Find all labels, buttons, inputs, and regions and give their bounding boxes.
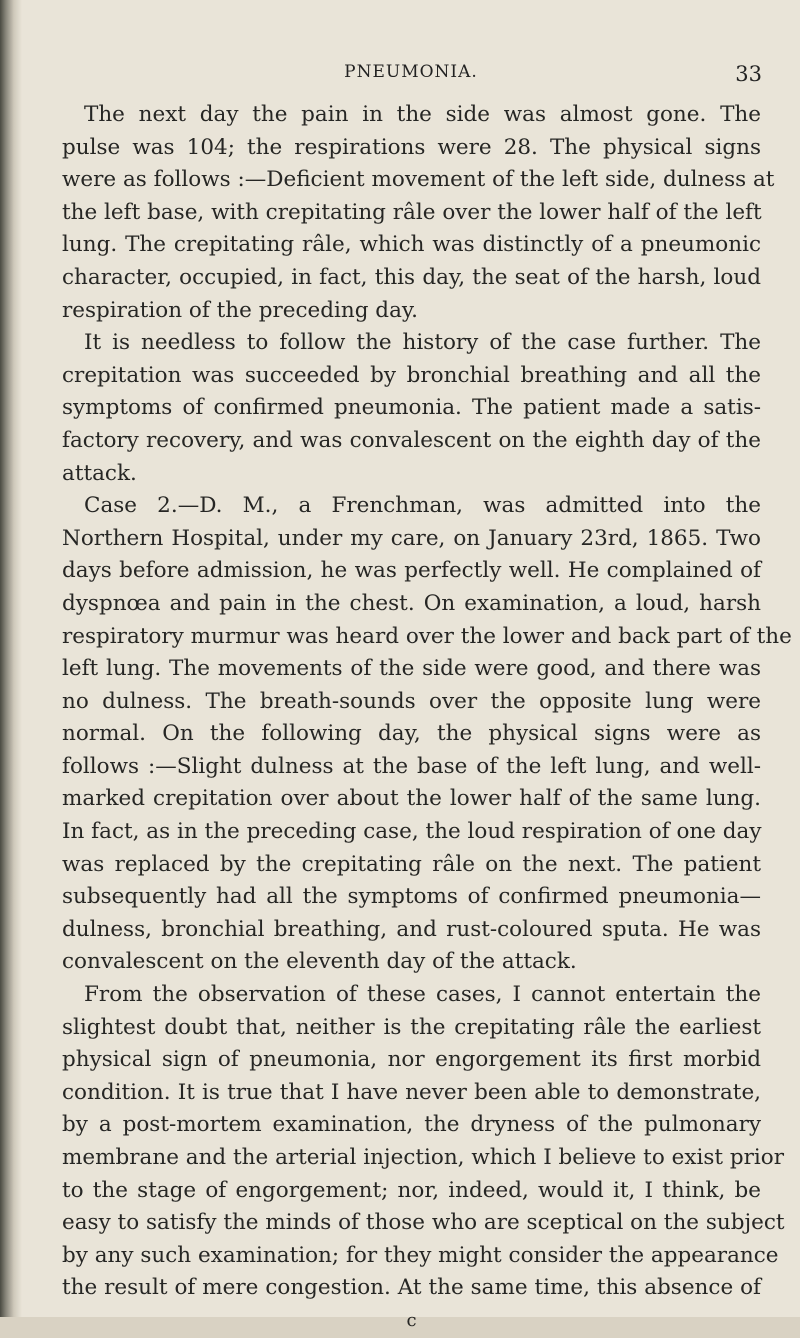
- text-line: subsequently had all the symptoms of confirmed pneumonia—: [62, 884, 761, 910]
- text-line: by any such examination; for they might consider the appearance: [62, 1242, 779, 1268]
- text-line: was replaced by the crepitating râle on the next. The patient: [62, 851, 761, 877]
- text-line: slightest doubt that, neither is the crepitating râle the earliest: [62, 1014, 761, 1040]
- text-line: were as follows :—Deficient movement of the left side, dulness at: [62, 167, 775, 193]
- text-line: lung. The crepitating râle, which was distinctly of a pneumonic: [62, 232, 761, 258]
- text-line: dulness, bronchial breathing, and rust-coloured sputa. He was: [62, 916, 761, 942]
- text-line: condition. It is true that I have never been able to demonstrate,: [62, 1079, 761, 1105]
- text-line: convalescent on the eleventh day of the attack.: [62, 949, 577, 975]
- text-line: pulse was 104; the respirations were 28. The physical signs: [62, 134, 761, 160]
- text-line: Case 2.—D. M., a Frenchman, was admitted into the: [84, 493, 761, 519]
- text-line: It is needless to follow the history of the case further. The: [84, 330, 761, 356]
- text-line: left lung. The movements of the side were good, and there was: [62, 656, 761, 682]
- text-line: the result of mere congestion. At the same time, this absence of: [62, 1275, 761, 1301]
- text-line: to the stage of engorgement; nor, indeed, would it, I think, be: [62, 1177, 761, 1203]
- text-line: marked crepitation over about the lower half of the same lung.: [62, 786, 761, 812]
- text-line: physical sign of pneumonia, nor engorgement its first morbid: [62, 1047, 761, 1073]
- text-line: attack.: [62, 460, 137, 486]
- text-line: no dulness. The breath-sounds over the opposite lung were: [62, 688, 761, 714]
- text-line: In fact, as in the preceding case, the loud respiration of one day: [62, 819, 762, 845]
- page-header: [60, 62, 762, 88]
- body-text: [62, 99, 792, 1338]
- text-line: character, occupied, in fact, this day, the seat of the harsh, loud: [62, 264, 761, 290]
- text-line: respiratory murmur was heard over the lower and back part of the: [62, 623, 792, 649]
- text-line: the left base, with crepitating râle over the lower half of the left: [62, 199, 762, 225]
- binding-shadow: [0, 0, 22, 1317]
- text-line: respiration of the preceding day.: [62, 297, 419, 323]
- text-line: follows :—Slight dulness at the base of the left lung, and well-: [62, 753, 761, 779]
- signature-mark: c: [406, 1309, 417, 1331]
- text-line: dyspnœa and pain in the chest. On examination, a loud, harsh: [62, 590, 761, 616]
- running-head: PNEUMONIA.: [344, 62, 478, 82]
- text-line: membrane and the arterial injection, which I believe to exist prior: [62, 1145, 784, 1170]
- text-line: From the observation of these cases, I cannot entertain the: [84, 982, 761, 1008]
- text-line: factory recovery, and was convalescent on the eighth day of the: [62, 427, 761, 453]
- text-line: symptoms of confirmed pneumonia. The patient made a satis-: [62, 395, 761, 421]
- text-line: normal. On the following day, the physical signs were as: [62, 721, 761, 747]
- text-line: by a post-mortem examination, the dryness of the pulmonary: [62, 1112, 761, 1138]
- text-line: crepitation was succeeded by bronchial breathing and all the: [62, 362, 761, 388]
- text-line: The next day the pain in the side was almost gone. The: [84, 102, 761, 127]
- text-line: Northern Hospital, under my care, on January 23rd, 1865. Two: [62, 525, 761, 551]
- text-line: easy to satisfy the minds of those who are sceptical on the subject: [62, 1210, 785, 1236]
- page-number: 33: [735, 62, 762, 86]
- text-line: days before admission, he was perfectly well. He complained of: [62, 558, 761, 584]
